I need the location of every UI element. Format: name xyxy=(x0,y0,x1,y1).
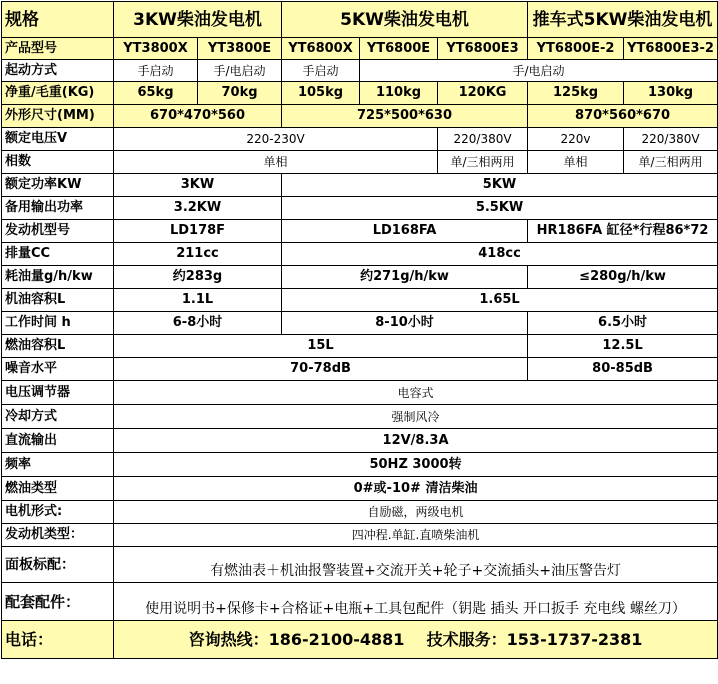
value-cell: HR186FA 缸径*行程86*72 xyxy=(528,220,718,243)
row-label: 额定功率KW xyxy=(2,174,114,197)
row-engine-type xyxy=(2,524,718,547)
value-cell: 120KG xyxy=(438,82,528,105)
row-label: 直流输出 xyxy=(2,429,114,453)
value-cell: 12V/8.3A xyxy=(114,429,718,453)
row-frequency xyxy=(2,453,718,477)
value-cell: 220/380V xyxy=(438,128,528,151)
row-size xyxy=(2,105,718,128)
row-cooling xyxy=(2,405,718,429)
value-cell: 70kg xyxy=(198,82,282,105)
row-label: 频率 xyxy=(2,453,114,477)
row-phase xyxy=(2,151,718,174)
model-cell: YT6800E3-2 xyxy=(624,38,718,60)
value-cell: 6.5小时 xyxy=(528,312,718,335)
row-displacement xyxy=(2,243,718,266)
row-label: 备用输出功率 xyxy=(2,197,114,220)
value-cell: 单相 xyxy=(114,151,438,174)
value-cell: 65kg xyxy=(114,82,198,105)
header-group-5kw: 5KW柴油发电机 xyxy=(282,2,528,38)
value-cell: 手/电启动 xyxy=(360,60,718,82)
value-cell: 3KW xyxy=(114,174,282,197)
value-cell: 5.5KW xyxy=(282,197,718,220)
value-cell: 单/三相两用 xyxy=(438,151,528,174)
value-cell: 手启动 xyxy=(114,60,198,82)
row-fuel-consumption xyxy=(2,266,718,289)
row-label: 电机形式: xyxy=(2,501,114,524)
row-backup-power xyxy=(2,197,718,220)
value-cell: 725*500*630 xyxy=(282,105,528,128)
value-cell: 6-8小时 xyxy=(114,312,282,335)
value-cell: 130kg xyxy=(624,82,718,105)
row-accessories xyxy=(2,583,718,621)
value-cell: 单相 xyxy=(528,151,624,174)
value-cell: 15L xyxy=(114,335,528,358)
row-start xyxy=(2,60,718,82)
row-label: 起动方式 xyxy=(2,60,114,82)
row-noise xyxy=(2,358,718,381)
value-cell: LD168FA xyxy=(282,220,528,243)
value-cell: 3.2KW xyxy=(114,197,282,220)
row-rated-power xyxy=(2,174,718,197)
row-label: 额定电压V xyxy=(2,128,114,151)
model-cell: YT6800E3 xyxy=(438,38,528,60)
row-label: 噪音水平 xyxy=(2,358,114,381)
value-cell: 418cc xyxy=(282,243,718,266)
value-cell: 110kg xyxy=(360,82,438,105)
row-label: 冷却方式 xyxy=(2,405,114,429)
row-label: 燃油容积L xyxy=(2,335,114,358)
row-label: 耗油量g/h/kw xyxy=(2,266,114,289)
model-cell: YT6800E-2 xyxy=(528,38,624,60)
row-oil-capacity xyxy=(2,289,718,312)
value-cell: 手/电启动 xyxy=(198,60,282,82)
value-cell: 12.5L xyxy=(528,335,718,358)
header-group-3kw: 3KW柴油发电机 xyxy=(114,2,282,38)
row-label: 产品型号 xyxy=(2,38,114,60)
row-weight xyxy=(2,82,718,105)
row-model xyxy=(2,38,718,60)
model-cell: YT6800E xyxy=(360,38,438,60)
footer-row xyxy=(2,621,718,659)
header-group-trolley-5kw: 推车式5KW柴油发电机 xyxy=(528,2,718,38)
row-label: 相数 xyxy=(2,151,114,174)
row-label: 排量CC xyxy=(2,243,114,266)
value-cell: 211cc xyxy=(114,243,282,266)
model-cell: YT3800X xyxy=(114,38,198,60)
row-regulator xyxy=(2,381,718,405)
header-label: 规格 xyxy=(2,2,114,38)
value-cell: 单/三相两用 xyxy=(624,151,718,174)
value-cell: 105kg xyxy=(282,82,360,105)
model-cell: YT6800X xyxy=(282,38,360,60)
value-cell: 1.1L xyxy=(114,289,282,312)
row-label: 外形尺寸(MM) xyxy=(2,105,114,128)
value-cell: 220-230V xyxy=(114,128,438,151)
value-cell: 使用说明书+保修卡+合格证+电瓶+工具包配件（钥匙 插头 开口扳手 充电线 螺丝刀） xyxy=(114,583,718,621)
value-cell: 0#或-10# 清洁柴油 xyxy=(114,477,718,501)
header-row xyxy=(2,2,718,38)
row-dc-output xyxy=(2,429,718,453)
row-label: 燃油类型 xyxy=(2,477,114,501)
row-label: 净重/毛重(KG) xyxy=(2,82,114,105)
value-cell: 670*470*560 xyxy=(114,105,282,128)
row-label: 工作时间 h xyxy=(2,312,114,335)
row-label: 机油容积L xyxy=(2,289,114,312)
value-cell: 自励磁，两级电机 xyxy=(114,501,718,524)
value-cell: 8-10小时 xyxy=(282,312,528,335)
row-panel xyxy=(2,547,718,583)
model-cell: YT3800E xyxy=(198,38,282,60)
value-cell: 电容式 xyxy=(114,381,718,405)
value-cell: 5KW xyxy=(282,174,718,197)
row-label: 发动机类型： xyxy=(2,524,114,547)
value-cell: 手启动 xyxy=(282,60,360,82)
row-motor-type xyxy=(2,501,718,524)
row-label: 电压调节器 xyxy=(2,381,114,405)
row-fuel-type xyxy=(2,477,718,501)
value-cell: 70-78dB xyxy=(114,358,528,381)
value-cell: 四冲程.单缸.直喷柴油机 xyxy=(114,524,718,547)
value-cell: 220/380V xyxy=(624,128,718,151)
value-cell: 约271g/h/kw xyxy=(282,266,528,289)
value-cell: 强制风冷 xyxy=(114,405,718,429)
row-label: 配套配件： xyxy=(2,583,114,621)
value-cell: 870*560*670 xyxy=(528,105,718,128)
value-cell: 1.65L xyxy=(282,289,718,312)
row-voltage xyxy=(2,128,718,151)
row-work-time xyxy=(2,312,718,335)
row-label: 发动机型号 xyxy=(2,220,114,243)
value-cell: 220v xyxy=(528,128,624,151)
value-cell: 约283g xyxy=(114,266,282,289)
value-cell: ≤280g/h/kw xyxy=(528,266,718,289)
row-label: 面板标配： xyxy=(2,547,114,583)
footer-label: 电话： xyxy=(2,621,114,659)
row-fuel-tank xyxy=(2,335,718,358)
value-cell: 有燃油表＋机油报警装置+交流开关+轮子+交流插头+油压警告灯 xyxy=(114,547,718,583)
spec-table xyxy=(1,1,718,659)
value-cell: 80-85dB xyxy=(528,358,718,381)
row-engine-model xyxy=(2,220,718,243)
contact-info: 咨询热线：186-2100-4881 技术服务：153-1737-2381 xyxy=(114,621,718,659)
value-cell: 125kg xyxy=(528,82,624,105)
value-cell: LD178F xyxy=(114,220,282,243)
value-cell: 50HZ 3000转 xyxy=(114,453,718,477)
